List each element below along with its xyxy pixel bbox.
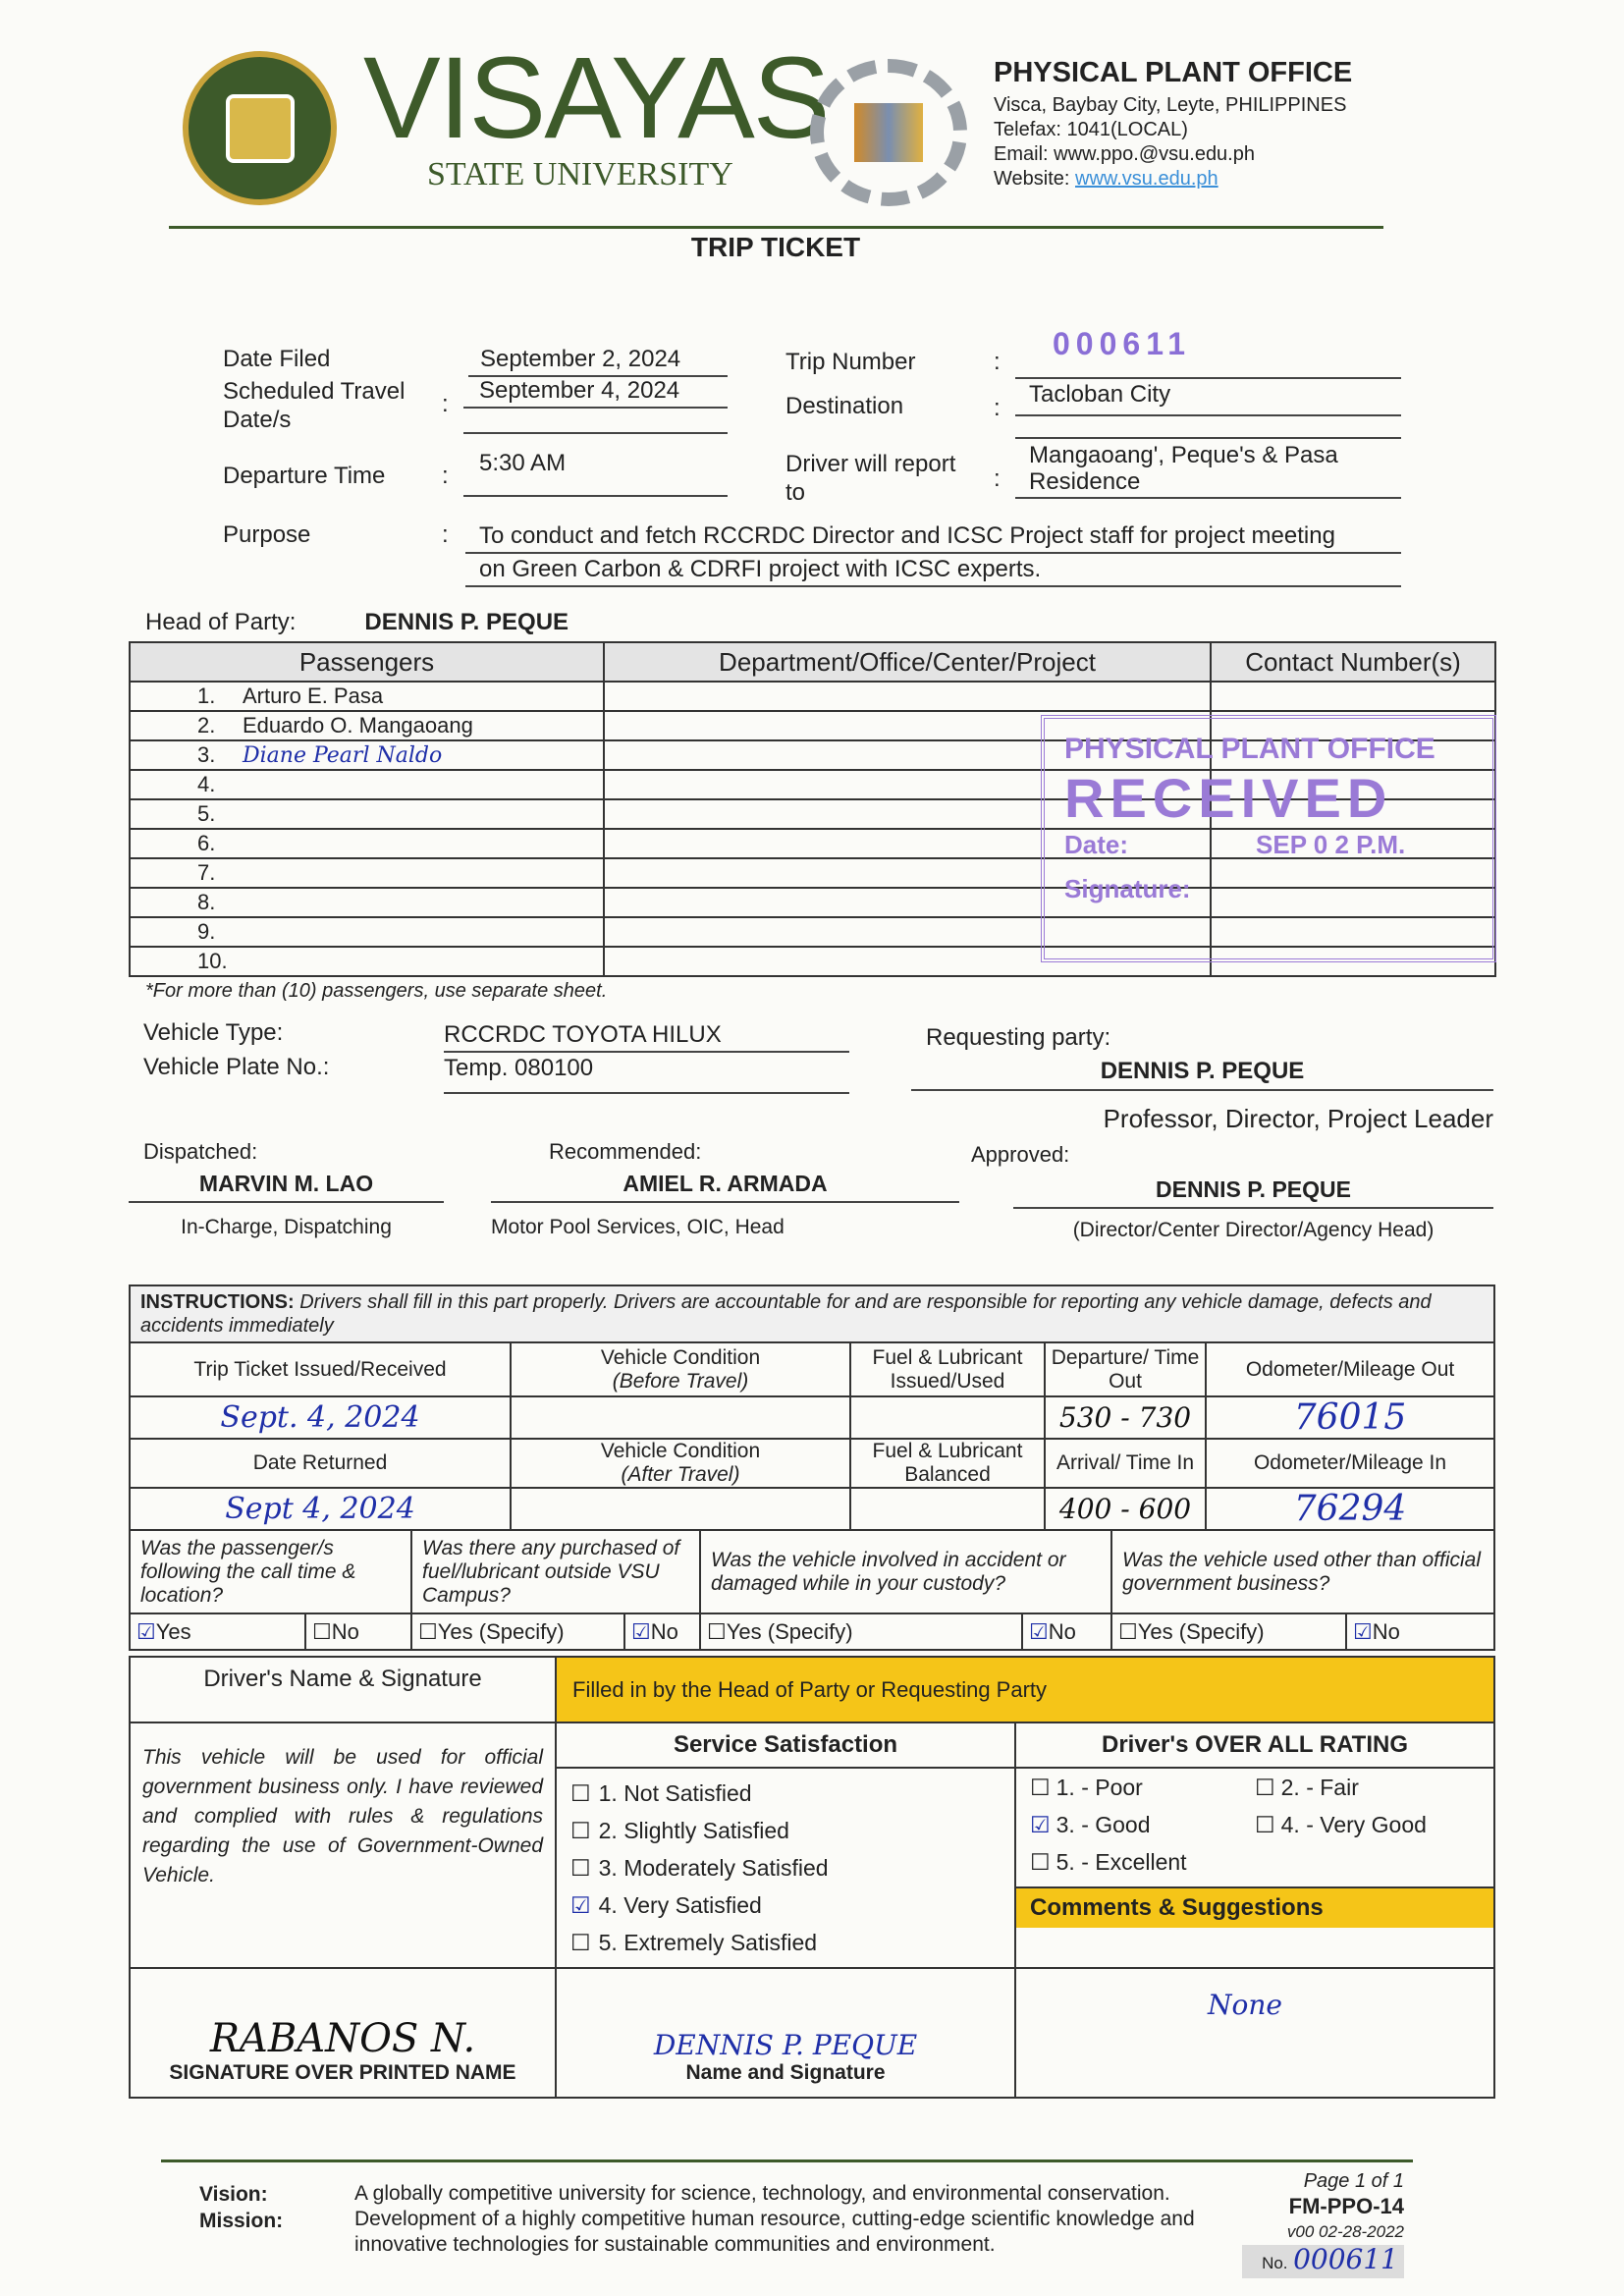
head-of-party-label: Head of Party: (145, 609, 297, 635)
requesting-party-signature: DENNIS P. PEQUE (653, 2029, 918, 2061)
approved-role: (Director/Center Director/Agency Head) (1072, 1219, 1435, 1241)
recommended-label: Recommended: (549, 1139, 702, 1164)
passenger-number: 2. (197, 713, 216, 738)
office-email: Email: www.ppo.@vsu.edu.ph (994, 143, 1255, 165)
rating-label: 4. - Very Good (1280, 1812, 1427, 1837)
question-fuel-purchase: Was there any purchased of fuel/lubricant outside VSU Campus? (411, 1530, 700, 1613)
rating-option[interactable] (1030, 1812, 1255, 1843)
vehicle-type-label: Vehicle Type: (143, 1019, 284, 1046)
rating-option[interactable] (1030, 1849, 1255, 1881)
requesting-party-banner: Filled in by the Head of Party or Requesting Party (556, 1657, 1494, 1722)
rating-option[interactable] (1255, 1812, 1480, 1843)
colon: : (994, 395, 1001, 421)
checkbox-icon[interactable]: ☐ (1255, 1775, 1275, 1800)
destination-label: Destination (785, 393, 904, 419)
stamp-received: RECEIVED (1064, 767, 1393, 829)
stamp-date: SEP 0 2 P.M. (1256, 830, 1406, 859)
checkbox-icon[interactable]: ☐ (1030, 1849, 1051, 1875)
driver-signature: RABANOS N. (209, 2016, 476, 2061)
col-time-in: Arrival/ Time In (1045, 1439, 1206, 1488)
col-date-returned: Date Returned (130, 1439, 511, 1488)
service-label: 1. Not Satisfied (598, 1780, 752, 1806)
odometer-out-value: 76015 (1206, 1396, 1494, 1439)
report-to-label: Driver will report to (785, 451, 956, 506)
report-to-value: Mangaoang', Peque's & Pasa Residence (1015, 442, 1401, 499)
passenger-number: 4. (197, 772, 216, 796)
mission-text: Development of a highly competitive human resource, cutting-edge scientific knowledge and innovative technologies for sustainable communities and environment. (354, 2208, 1195, 2256)
time-in-value: 400 - 600 (1045, 1488, 1206, 1530)
checkbox-icon[interactable]: ☐ (1255, 1812, 1275, 1837)
requesting-party-label: Requesting party: (926, 1024, 1111, 1051)
col-condition-before: Vehicle Condition (600, 1345, 761, 1369)
checked-checkbox[interactable]: ☑ (1029, 1618, 1049, 1644)
colon: : (442, 391, 449, 417)
office-telefax: Telefax: 1041(LOCAL) (994, 119, 1188, 140)
checkbox-icon[interactable]: ☐ (570, 1780, 591, 1806)
col-condition-before-sub: (Before Travel) (612, 1369, 749, 1393)
driver-statement: This vehicle will be used for official government business only. I have reviewed and complied with rules & regulations regarding the use of Government-Owned Vehicle. (130, 1722, 556, 1968)
colon: : (994, 349, 1001, 375)
checked-checkbox[interactable]: ☑ (1353, 1618, 1373, 1644)
col-time-out: Departure/ Time Out (1045, 1342, 1206, 1396)
option-label: No (650, 1618, 678, 1644)
col-fuel-issued: Fuel & Lubricant Issued/Used (850, 1342, 1045, 1396)
passenger-name: Eduardo O. Mangaoang (243, 713, 473, 738)
website-link[interactable]: www.vsu.edu.ph (1075, 168, 1218, 190)
col-odometer-out: Odometer/Mileage Out (1206, 1342, 1494, 1396)
driver-signature-header: Driver's Name & Signature (130, 1657, 556, 1722)
passenger-number: 6. (197, 831, 216, 855)
head-of-party-value: DENNIS P. PEQUE (364, 609, 569, 635)
unchecked-checkbox[interactable]: ☐ (418, 1618, 438, 1644)
date-filed-value: September 2, 2024 (468, 346, 728, 377)
service-option[interactable] (570, 1849, 1001, 1886)
passenger-number: 8. (197, 890, 216, 914)
page-number: Page 1 of 1 (1303, 2170, 1404, 2192)
page-title: TRIP TICKET (690, 232, 861, 262)
plate-label: Vehicle Plate No.: (143, 1054, 330, 1080)
logo-wordmark: VISAYAS (363, 33, 829, 163)
col-condition-after: Vehicle Condition (600, 1440, 761, 1462)
option-label: Yes (Specify) (437, 1618, 565, 1644)
service-label: 3. Moderately Satisfied (598, 1855, 829, 1881)
ppo-gear-logo (810, 59, 967, 206)
rating-table (129, 1656, 1495, 2099)
header-divider (169, 226, 1383, 229)
colon: : (994, 465, 1001, 492)
option-label: Yes (Specify) (726, 1618, 853, 1644)
service-label: 2. Slightly Satisfied (598, 1818, 789, 1843)
office-address: Visca, Baybay City, Leyte, PHILIPPINES (994, 94, 1347, 116)
purpose-label: Purpose (223, 521, 311, 548)
trip-log-table (129, 1285, 1495, 1531)
requesting-party-title: Professor, Director, Project Leader (1103, 1104, 1493, 1133)
departure-time-value: 5:30 AM (463, 450, 728, 497)
odometer-in-value: 76294 (1206, 1488, 1494, 1530)
approved-name: DENNIS P. PEQUE (1013, 1176, 1493, 1209)
university-seal (183, 51, 337, 205)
departure-time-label: Departure Time (223, 463, 386, 489)
serial-label: No. (1262, 2254, 1288, 2272)
service-option[interactable] (570, 1812, 1001, 1849)
checkbox-icon[interactable]: ☐ (1030, 1775, 1051, 1800)
unchecked-checkbox[interactable]: ☐ (707, 1618, 727, 1644)
time-out-value: 530 - 730 (1045, 1396, 1206, 1439)
passenger-number: 1. (197, 683, 216, 708)
instructions-label: INSTRUCTIONS: (140, 1291, 295, 1313)
question-other-use: Was the vehicle used other than official government business? (1111, 1530, 1494, 1613)
col-trip-ticket: Trip Ticket Issued/Received (130, 1342, 511, 1396)
trip-number-label: Trip Number (785, 349, 916, 375)
service-option[interactable] (570, 1924, 1001, 1961)
unchecked-checkbox[interactable]: ☐ (1118, 1618, 1138, 1644)
service-satisfaction-title: Service Satisfaction (557, 1723, 1014, 1769)
stamp-title: PHYSICAL PLANT OFFICE (1064, 733, 1435, 765)
passenger-number: 9. (197, 919, 216, 944)
service-option[interactable] (570, 1886, 1001, 1924)
trip-ticket-issued-value: Sept. 4, 2024 (130, 1396, 511, 1439)
received-stamp (1041, 715, 1496, 962)
destination-value: Tacloban City (1015, 381, 1401, 416)
colon: : (442, 521, 449, 548)
recommended-name: AMIEL R. ARMADA (491, 1171, 959, 1203)
comments-value: None (1208, 1989, 1282, 2021)
service-option[interactable] (570, 1775, 1001, 1812)
dispatched-label: Dispatched: (143, 1139, 258, 1164)
passenger-row (130, 682, 1495, 711)
rating-option[interactable] (1255, 1775, 1480, 1806)
plate-value: Temp. 080100 (444, 1055, 849, 1094)
logo-subtitle: STATE UNIVERSITY (427, 156, 733, 192)
scheduled-travel-label: Scheduled Travel Date/s (223, 378, 406, 433)
office-name: PHYSICAL PLANT OFFICE (994, 57, 1353, 88)
checked-checkbox[interactable]: ☑ (136, 1618, 156, 1644)
col-contact: Contact Number(s) (1211, 642, 1495, 682)
rating-label: 1. - Poor (1056, 1775, 1143, 1800)
requesting-party-caption: Name and Signature (685, 2061, 886, 2084)
passenger-number: 3. (197, 742, 216, 767)
passenger-note: *For more than (10) passengers, use separate sheet. (145, 980, 608, 1002)
unchecked-checkbox[interactable]: ☐ (312, 1618, 332, 1644)
purpose-line-2: on Green Carbon & CDRFI project with ICSC experts. (465, 556, 1401, 587)
trip-questions-table (129, 1529, 1495, 1651)
option-label: No (1048, 1618, 1076, 1644)
scheduled-travel-value: September 4, 2024 (463, 377, 728, 409)
website-label: Website: (994, 168, 1075, 190)
checkbox-icon[interactable]: ☐ (570, 1855, 591, 1881)
passenger-number: 7. (197, 860, 216, 885)
form-version: v00 02-28-2022 (1286, 2222, 1404, 2241)
purpose-line-1: To conduct and fetch RCCRDC Director and ICSC Project staff for project meeting (465, 522, 1401, 554)
col-department: Department/Office/Center/Project (604, 642, 1211, 682)
lower-section (129, 1285, 1493, 2099)
vehicle-type-value: RCCRDC TOYOTA HILUX (444, 1021, 849, 1053)
dispatched-name: MARVIN M. LAO (129, 1171, 444, 1203)
rating-label: 2. - Fair (1280, 1775, 1359, 1800)
checkbox-icon[interactable]: ☑ (1030, 1812, 1051, 1837)
question-call-time: Was the passenger/s following the call time & location? (130, 1530, 411, 1613)
overall-rating-title: Driver's OVER ALL RATING (1016, 1723, 1493, 1769)
checked-checkbox[interactable]: ☑ (631, 1618, 651, 1644)
option-label: Yes (155, 1618, 191, 1644)
col-passengers: Passengers (130, 642, 604, 682)
col-odometer-in: Odometer/Mileage In (1206, 1439, 1494, 1488)
vision-label: Vision: (199, 2183, 268, 2206)
instructions-text: Drivers shall fill in this part properly. Drivers are accountable for and are responsible for reporting any vehicle damage, defects and accidents immediately (140, 1291, 1432, 1337)
checkbox-icon[interactable]: ☐ (570, 1930, 591, 1955)
option-label: Yes (Specify) (1137, 1618, 1265, 1644)
footer-divider (161, 2159, 1413, 2162)
passenger-number: 5. (197, 801, 216, 826)
recommended-role: Motor Pool Services, OIC, Head (491, 1216, 785, 1238)
checkbox-icon[interactable]: ☑ (570, 1892, 591, 1918)
col-fuel-balanced: Fuel & Lubricant Balanced (850, 1439, 1045, 1488)
mission-label: Mission: (199, 2210, 284, 2232)
passenger-name: Arturo E. Pasa (243, 683, 384, 708)
form-code: FM-PPO-14 (1288, 2194, 1404, 2218)
col-condition-after-sub: (After Travel) (621, 1463, 740, 1486)
requesting-party-name: DENNIS P. PEQUE (911, 1058, 1493, 1091)
serial-number: 000611 (1293, 2243, 1398, 2275)
service-label: 4. Very Satisfied (598, 1892, 762, 1918)
approved-label: Approved: (971, 1142, 1070, 1167)
rating-label: 5. - Excellent (1056, 1849, 1187, 1875)
checkbox-icon[interactable]: ☐ (570, 1818, 591, 1843)
date-filed-label: Date Filed (223, 346, 331, 372)
stamp-date-label: Date: (1064, 830, 1129, 859)
rating-label: 3. - Good (1056, 1812, 1151, 1837)
question-accident: Was the vehicle involved in accident or damaged while in your custody? (700, 1530, 1111, 1613)
trip-number-value: 000611 (1053, 326, 1192, 361)
stamp-signature-label: Signature: (1064, 874, 1191, 903)
rating-option[interactable] (1030, 1775, 1255, 1806)
passenger-name: Diane Pearl Naldo (243, 743, 443, 768)
option-label: No (1372, 1618, 1400, 1644)
option-label: No (331, 1618, 359, 1644)
comments-title: Comments & Suggestions (1016, 1886, 1493, 1928)
date-returned-value: Sept 4, 2024 (130, 1488, 511, 1530)
colon: : (442, 463, 449, 489)
vision-text: A globally competitive university for science, technology, and environmental conservation. (354, 2182, 1170, 2205)
service-label: 5. Extremely Satisfied (598, 1930, 818, 1955)
passenger-number: 10. (197, 949, 228, 973)
driver-signature-caption: SIGNATURE OVER PRINTED NAME (169, 2061, 516, 2084)
dispatched-role: In-Charge, Dispatching (181, 1216, 392, 1238)
